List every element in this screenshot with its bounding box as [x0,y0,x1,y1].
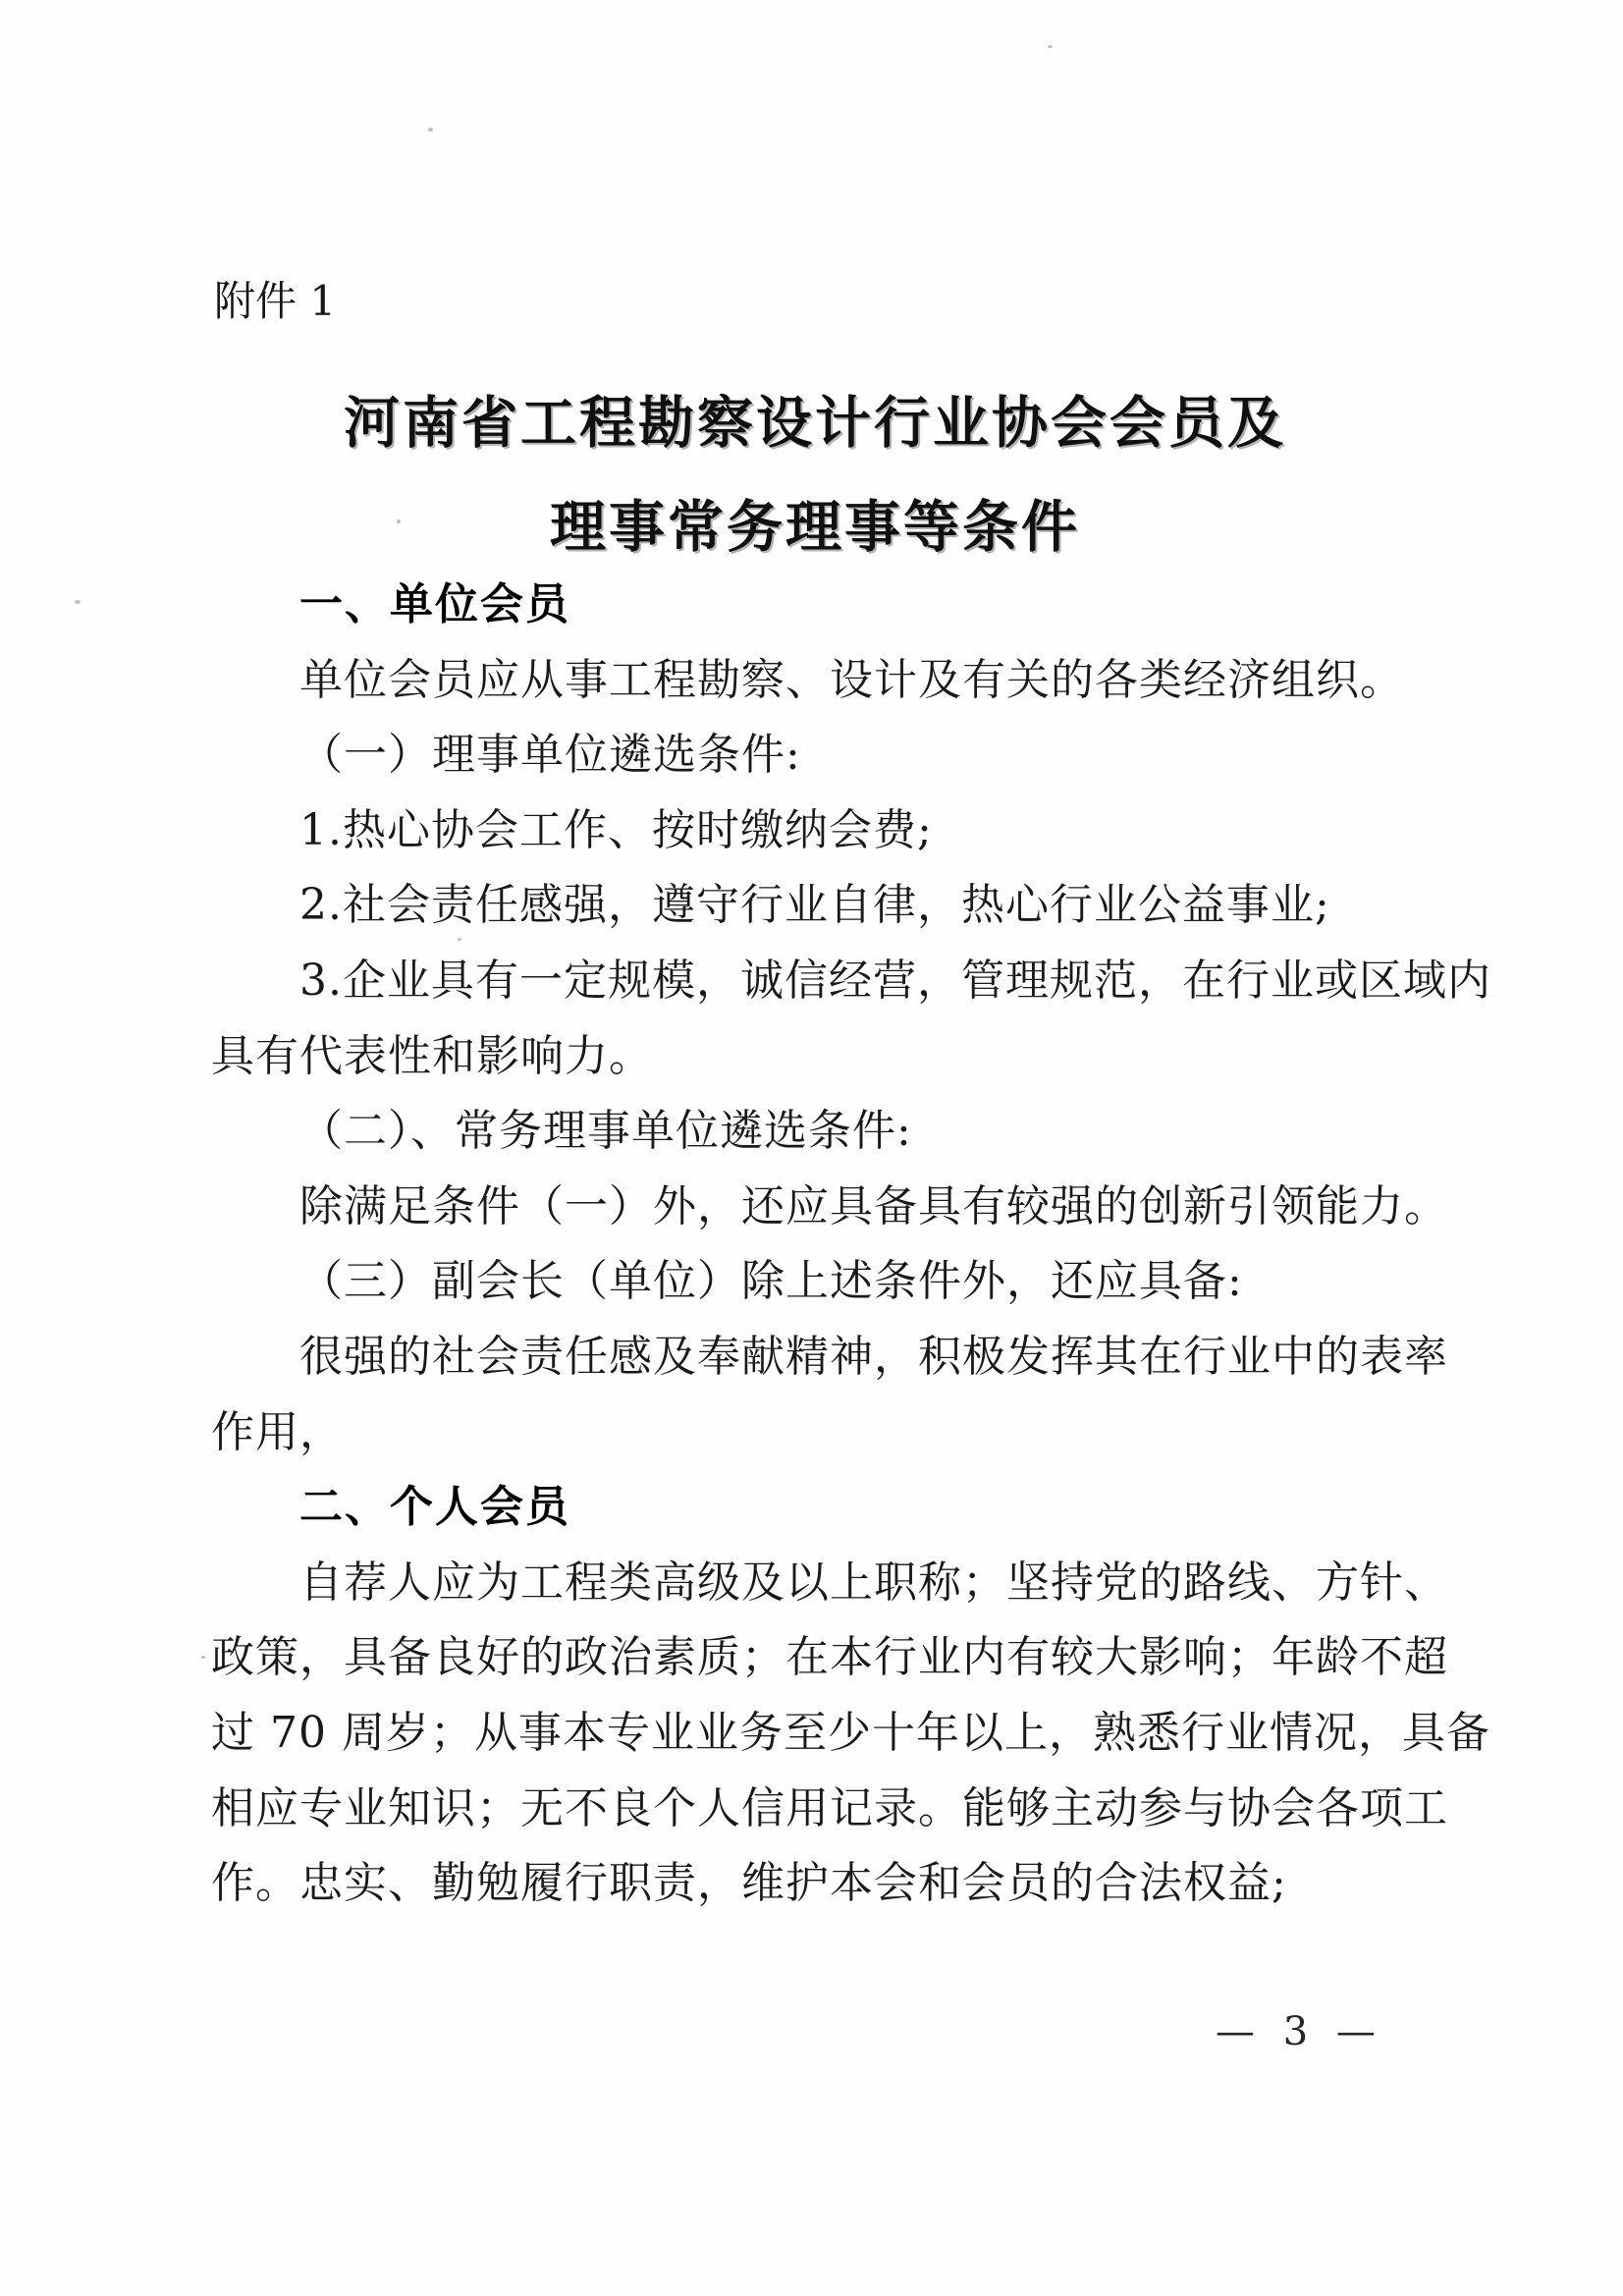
document-line: 很强的社会责任感及奉献精神，积极发挥其在行业中的表率 [299,1331,1448,1382]
attachment-label: 附件 1 [214,277,337,325]
document-line: 自荐人应为工程类高级及以上职称；坚持党的路线、方针、 [299,1557,1448,1608]
scan-speckle [397,519,401,523]
scan-speckle [201,1656,205,1659]
document-line: 二、个人会员 [299,1482,570,1533]
scan-speckle [428,128,433,132]
scan-speckle [75,600,81,604]
document-title-line2: 理事常务理事等条件 [550,494,1080,560]
document-line: （二）、常务理事单位遴选条件: [299,1106,912,1157]
document-line: 单位会员应从事工程勘察、设计及有关的各类经济组织。 [299,654,1404,705]
document-line: 3.企业具有一定规模，诚信经营，管理规范，在行业或区域内 [299,955,1491,1006]
document-line: 政策，具备良好的政治素质；在本行业内有较大影响；年龄不超 [211,1632,1448,1683]
document-line: （一）理事单位遴选条件: [299,730,801,781]
document-line: （三）副会长（单位）除上述条件外，还应具备: [299,1256,1243,1307]
document-line: 一、单位会员 [299,579,570,629]
document-body [211,568,1491,1922]
document-line: 过 70 周岁；从事本专业业务至少十年以上，熟悉行业情况，具备 [211,1707,1490,1758]
document-line: 1.热心协会工作、按时缴纳会费; [299,804,933,855]
document-line: 具有代表性和影响力。 [211,1030,653,1081]
document-title-line1: 河南省工程勘察设计行业协会会员及 [344,390,1286,456]
scan-speckle [458,938,461,941]
document-line: 作用， [211,1406,344,1457]
page-number: — 3 — [1216,2009,1383,2054]
document-line: 作。忠实、勤勉履行职责，维护本会和会员的合法权益; [211,1858,1287,1909]
document-line: 2.社会责任感强，遵守行业自律，热心行业公益事业; [299,880,1330,931]
document-line: 相应专业知识；无不良个人信用记录。能够主动参与协会各项工 [211,1782,1448,1833]
document-title [177,371,1453,579]
document-line: 除满足条件（一）外，还应具备具有较强的创新引领能力。 [299,1180,1448,1231]
scan-speckle [1048,45,1053,48]
